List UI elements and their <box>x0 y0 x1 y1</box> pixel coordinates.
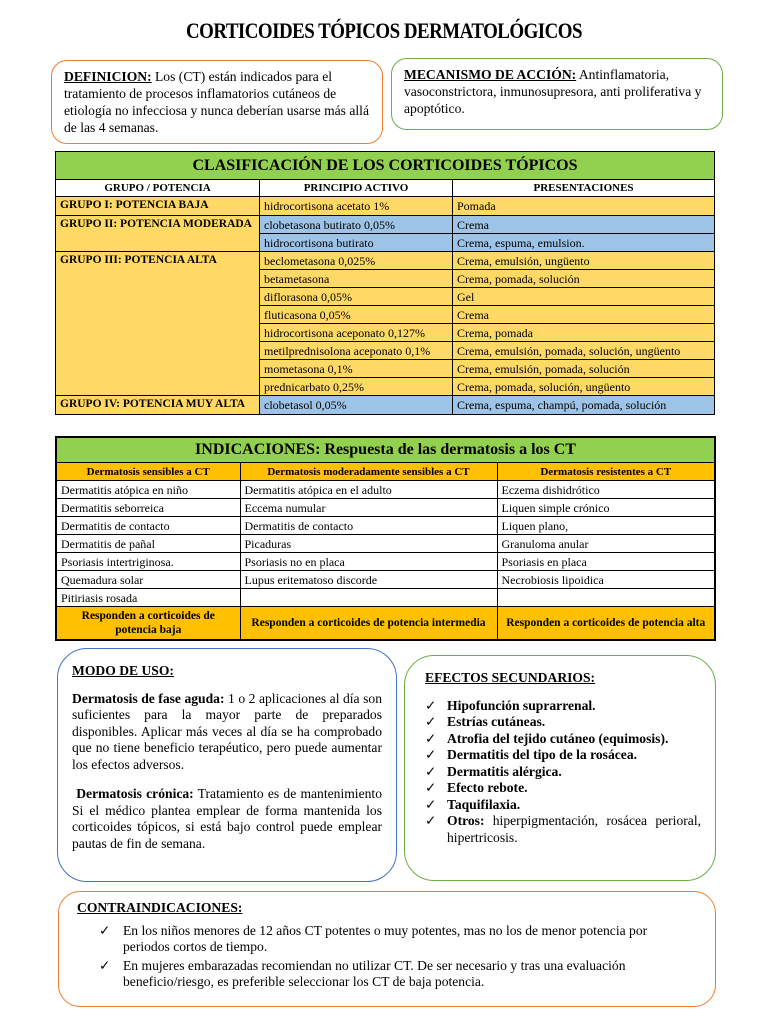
principio-cell: prednicarbato 0,25% <box>260 378 453 396</box>
footer-cell: Responden a corticoides de potencia baja <box>56 607 240 641</box>
definicion-label: DEFINICION: <box>64 69 152 84</box>
presentacion-cell: Crema, espuma, champú, pomada, solución <box>453 396 715 415</box>
indicacion-cell: Dermatitis atópica en niño <box>56 481 240 499</box>
efecto-item <box>425 714 701 731</box>
indicacion-cell: Psoriasis no en placa <box>240 553 497 571</box>
efecto-text: Hipofunción suprarrenal. <box>447 697 596 713</box>
table-row <box>56 197 715 216</box>
check-icon: ✓ <box>99 922 111 938</box>
definicion-box <box>51 60 383 144</box>
efecto-item <box>425 797 701 814</box>
efectos-list <box>425 698 701 847</box>
group-cell: GRUPO I: POTENCIA BAJA <box>56 197 260 216</box>
efecto-item <box>425 698 701 715</box>
contra-list <box>77 923 697 991</box>
indicacion-cell: Picaduras <box>240 535 497 553</box>
table-row <box>56 553 715 571</box>
mecanismo-box <box>391 58 723 130</box>
indicacion-cell: Dermatitis atópica en el adulto <box>240 481 497 499</box>
presentacion-cell: Crema <box>453 306 715 324</box>
cronica-text: Tratamiento es de mantenimiento Si el médico plantea emplear de forma mantenida los corticoides tópicos, si está bajo control puede emplear pautas de fin de semana. <box>72 786 382 851</box>
cronica-label: Dermatosis crónica: <box>76 786 194 801</box>
presentacion-cell: Crema, pomada, solución <box>453 270 715 288</box>
check-icon: ✓ <box>425 763 437 779</box>
contraindicaciones-box <box>58 891 716 1007</box>
presentacion-cell: Crema, pomada, solución, ungüento <box>453 378 715 396</box>
table-row <box>56 481 715 499</box>
check-icon: ✓ <box>425 714 437 729</box>
principio-cell: hidrocortisona aceponato 0,127% <box>260 324 453 342</box>
check-icon: ✓ <box>99 957 111 973</box>
table-row <box>56 517 715 535</box>
table-row <box>56 589 715 607</box>
principio-cell: mometasona 0,1% <box>260 360 453 378</box>
indicaciones-table <box>55 436 716 641</box>
principio-cell: metilprednisolona aceponato 0,1% <box>260 342 453 360</box>
efecto-item <box>425 731 701 748</box>
col-header-sensibles: Dermatosis sensibles a CT <box>56 463 240 481</box>
check-icon: ✓ <box>425 730 437 746</box>
presentacion-cell: Crema, emulsión, pomada, solución <box>453 360 715 378</box>
check-icon: ✓ <box>425 796 437 812</box>
otros-text: hiperpigmentación, rosácea perioral, hipertricosis. <box>447 813 701 845</box>
check-icon: ✓ <box>425 747 437 762</box>
col-header-principio: PRINCIPIO ACTIVO <box>260 180 453 197</box>
contra-item <box>77 923 697 956</box>
modo-de-uso-box <box>57 648 397 882</box>
principio-cell: beclometasona 0,025% <box>260 252 453 270</box>
presentacion-cell: Crema, pomada <box>453 324 715 342</box>
indicacion-cell: Eccema numular <box>240 499 497 517</box>
table-row <box>56 216 715 234</box>
contra-item <box>77 958 697 991</box>
efecto-text: Estrías cutáneas. <box>447 714 546 729</box>
principio-cell: hidrocortisona butirato <box>260 234 453 252</box>
mecanismo-text: Antinflamatoria, vasoconstrictora, inmunosupresora, anti proliferativa y apoptótico. <box>404 67 702 116</box>
footer-cell: Responden a corticoides de potencia alta <box>497 607 715 641</box>
indicaciones-title: INDICACIONES: Respuesta de las dermatosis a los CT <box>56 437 715 463</box>
col-header-moderadas: Dermatosis moderadamente sensibles a CT <box>240 463 497 481</box>
indicacion-cell: Dermatitis de pañal <box>56 535 240 553</box>
indicacion-cell: Dermatitis seborreica <box>56 499 240 517</box>
contra-label: CONTRAINDICACIONES: <box>77 900 243 915</box>
principio-cell: fluticasona 0,05% <box>260 306 453 324</box>
check-icon: ✓ <box>425 697 437 713</box>
definicion-text: Los (CT) están indicados para el tratamiento de procesos inflamatorios cutáneos de etiología no infecciosa y nunca deberían usarse más allá de las 4 semanas. <box>64 69 369 135</box>
page-title: CORTICOIDES TÓPICOS DERMATOLÓGICOS <box>185 18 583 43</box>
efecto-text: Taquifilaxia. <box>447 796 521 812</box>
contra-text: En los niños menores de 12 años CT potentes o muy potentes, mas no los de menor potencia por periodos cortos de tiempo. <box>123 922 648 954</box>
indicacion-cell: Necrobiosis lipoidica <box>497 571 715 589</box>
table-row <box>56 499 715 517</box>
indicacion-cell <box>240 589 497 607</box>
col-header-presentaciones: PRESENTACIONES <box>453 180 715 197</box>
efecto-item <box>425 764 701 781</box>
table-row <box>56 252 715 270</box>
principio-cell: hidrocortisona acetato 1% <box>260 197 453 216</box>
modo-label: MODO DE USO: <box>72 663 174 678</box>
check-icon: ✓ <box>425 813 437 828</box>
efecto-text: Dermatitis alérgica. <box>447 763 562 779</box>
aguda-text: 1 o 2 aplicaciones al día son suficientes para la mayor parte de preparados disponibles. Aplicar más veces al día se ha comprobado que no tiene beneficio terapéutico, pero puede aumentar los efectos adversos. <box>72 690 382 772</box>
principio-cell: betametasona <box>260 270 453 288</box>
indicacion-cell: Dermatitis de contacto <box>56 517 240 535</box>
efecto-text: Atrofia del tejido cutáneo (equimosis). <box>447 730 669 746</box>
table-row <box>56 535 715 553</box>
group-cell: GRUPO III: POTENCIA ALTA <box>56 252 260 396</box>
efectos-label: EFECTOS SECUNDARIOS: <box>425 670 596 685</box>
group-cell: GRUPO IV: POTENCIA MUY ALTA <box>56 396 260 415</box>
indicacion-cell: Eczema dishidrótico <box>497 481 715 499</box>
indicacion-cell: Liquen simple crónico <box>497 499 715 517</box>
indicacion-cell: Psoriasis en placa <box>497 553 715 571</box>
efecto-item <box>425 813 701 846</box>
indicacion-cell: Dermatitis de contacto <box>240 517 497 535</box>
indicacion-cell: Quemadura solar <box>56 571 240 589</box>
otros-label: Otros: <box>447 813 485 828</box>
indicacion-cell <box>497 589 715 607</box>
presentacion-cell: Crema, emulsión, ungüento <box>453 252 715 270</box>
mecanismo-label: MECANISMO DE ACCIÓN: <box>404 67 577 82</box>
efectos-box <box>404 655 716 881</box>
principio-cell: diflorasona 0,05% <box>260 288 453 306</box>
check-icon: ✓ <box>425 780 437 795</box>
indicacion-cell: Liquen plano, <box>497 517 715 535</box>
indicacion-cell: Psoriasis intertriginosa. <box>56 553 240 571</box>
indicacion-cell: Granuloma anular <box>497 535 715 553</box>
col-header-resistentes: Dermatosis resistentes a CT <box>497 463 715 481</box>
presentacion-cell: Crema, espuma, emulsion. <box>453 234 715 252</box>
presentacion-cell: Pomada <box>453 197 715 216</box>
efecto-text: Efecto rebote. <box>447 780 528 795</box>
contra-text: En mujeres embarazadas recomiendan no utilizar CT. De ser necesario y tras una evaluación beneficio/riesgo, es preferible seleccionar los CT de baja potencia. <box>123 957 626 989</box>
group-cell: GRUPO II: POTENCIA MODERADA <box>56 216 260 252</box>
clasificacion-table <box>55 151 715 415</box>
presentacion-cell: Gel <box>453 288 715 306</box>
principio-cell: clobetasol 0,05% <box>260 396 453 415</box>
aguda-label: Dermatosis de fase aguda: <box>72 690 225 706</box>
principio-cell: clobetasona butirato 0,05% <box>260 216 453 234</box>
footer-row <box>56 607 715 641</box>
efecto-item <box>425 747 701 764</box>
table-row <box>56 571 715 589</box>
indicacion-cell: Lupus eritematoso discorde <box>240 571 497 589</box>
efecto-item <box>425 780 701 797</box>
table-row <box>56 396 715 415</box>
presentacion-cell: Crema <box>453 216 715 234</box>
clasificacion-title: CLASIFICACIÓN DE LOS CORTICOIDES TÓPICOS <box>56 152 715 180</box>
col-header-grupo: GRUPO / POTENCIA <box>56 180 260 197</box>
efecto-text: Dermatitis del tipo de la rosácea. <box>447 747 638 762</box>
presentacion-cell: Crema, emulsión, pomada, solución, ungüento <box>453 342 715 360</box>
indicacion-cell: Pitiriasis rosada <box>56 589 240 607</box>
footer-cell: Responden a corticoides de potencia intermedia <box>240 607 497 641</box>
